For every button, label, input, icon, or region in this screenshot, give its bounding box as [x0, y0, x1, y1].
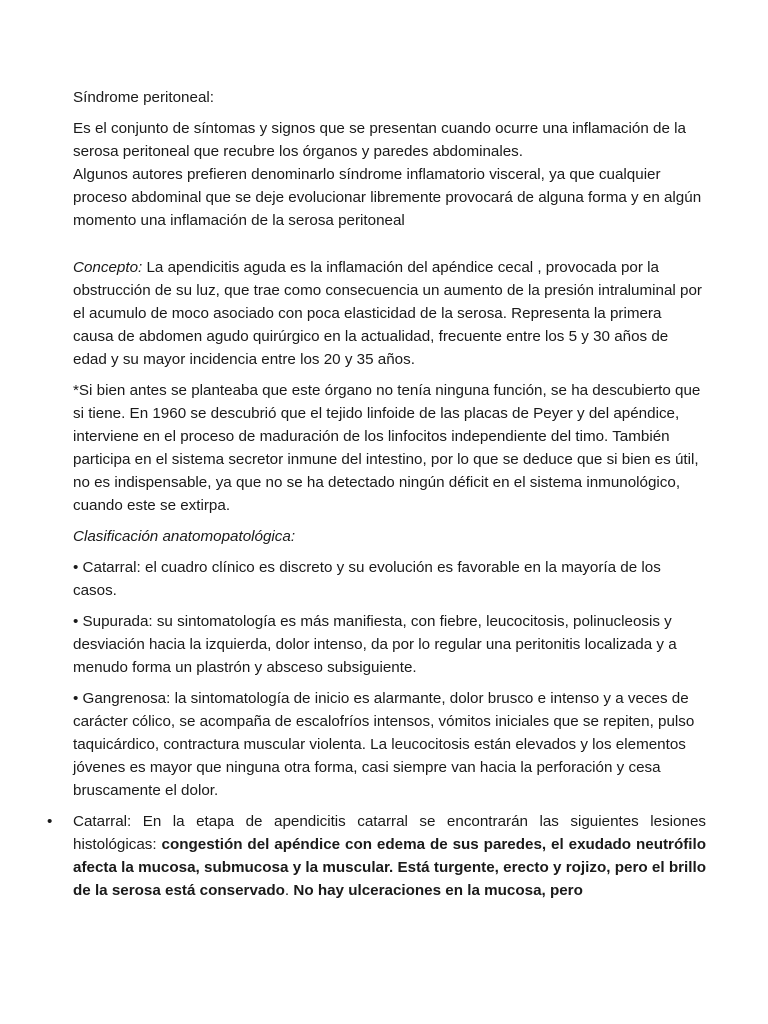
- intro-paragraph: [73, 117, 706, 232]
- concepto-paragraph: [73, 256, 706, 371]
- concepto-text: La apendicitis aguda es la inflamación del apéndice cecal , provocada por la obstrucción de su luz, que trae como consecuencia un aumento de la presión intraluminal por el acumulo de moco asociado con poca elasticidad de la serosa. Representa la primera causa de abdomen agudo quirúrgico en la actualidad, frecuente entre los 5 y 30 años de edad y su mayor incidencia entre los 20 y 35 años.: [73, 259, 702, 368]
- nota-paragraph: *Si bien antes se planteaba que este órgano no tenía ninguna función, se ha descubierto que si tiene. En 1960 se descubrió que el tejido linfoide de las placas de Peyer y del apéndice, interviene en el proceso de maduración de los linfocitos independiente del timo. También participa en el sistema secretor inmune del intestino, por lo que se deduce que si bien es útil, no es indispensable, ya que no se ha detectado ningún déficit en el sistema inmunológico, cuando este se extirpa.: [73, 382, 701, 514]
- catarral-separator: .: [284, 882, 294, 899]
- section-title: Síndrome peritoneal:: [73, 89, 214, 106]
- clasificacion-item-gangrenosa: • Gangrenosa: la sintomatología de inicio es alarmante, dolor brusco e intenso y a veces de carácter cólico, se acompaña de escalofríos intensos, vómitos iniciales que se repiten, pulso taquicárdico, contractura muscular violenta. La leucocitosis están elevados y los elementos jóvenes es mayor que ninguna otra forma, casi siempre van hacia la perforación y cesa bruscamente el dolor.: [73, 690, 695, 799]
- clasificacion-item-supurada: • Supurada: su sintomatología es más manifiesta, con fiebre, leucocitosis, polinucleosis y desviación hacia la izquierda, dolor intenso, da por lo regular una peritonitis localizada y a menudo forma un plastrón y absceso subsiguiente.: [73, 613, 677, 676]
- catarral-bold-text-1: congestión del apéndice con edema de sus paredes, el exudado neutrófilo afecta la mucosa, submucosa y la muscular. Está turgente, erecto y rojizo, pero el brillo de la serosa está conservado: [73, 836, 707, 899]
- intro-line-1: Es el conjunto de síntomas y signos que se presentan cuando ocurre una inflamación de la serosa peritoneal que recubre los órganos y paredes abdominales.: [73, 120, 686, 160]
- histologia-list: [47, 810, 707, 902]
- histologia-item-catarral: [47, 810, 707, 902]
- clasificacion-heading: [73, 525, 706, 548]
- concepto-label: Concepto:: [73, 259, 143, 276]
- catarral-plain-text: Catarral: En la etapa de apendicitis catarral se encontrarán las siguientes lesiones histológicas:: [73, 813, 706, 853]
- catarral-bold-text-2: No hay ulceraciones en la mucosa, pero: [293, 882, 583, 899]
- clasificacion-item-catarral: • Catarral: el cuadro clínico es discreto y su evolución es favorable en la mayoría de los casos.: [73, 559, 661, 599]
- intro-line-2: Algunos autores prefieren denominarlo síndrome inflamatorio visceral, ya que cualquier proceso abdominal que se deje evolucionar libremente provocará de alguna forma y en algún momento una inflamación de la serosa peritoneal: [73, 166, 702, 229]
- clasificacion-label: Clasificación anatomopatológica:: [73, 528, 296, 545]
- bullet-icon: •: [47, 813, 53, 830]
